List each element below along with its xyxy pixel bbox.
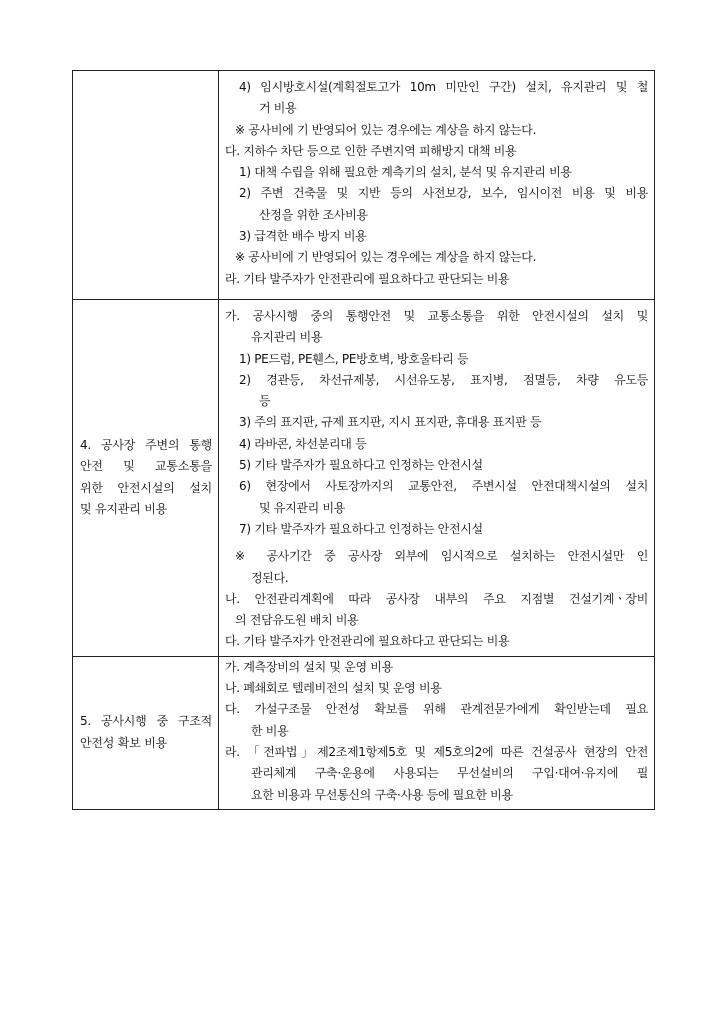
item-line: 의 전담유도원 배치 비용 [235,613,359,628]
items-cell [219,300,655,657]
item-line: 다. 지하수 차단 등으로 인한 주변지역 피해방지 대책 비용 [225,143,517,158]
items-cell [219,71,655,300]
note-line: ※ 공사기간 중 공사장 외부에 임시적으로 설치하는 안전시설만 인 [235,549,648,564]
item-line: 6) 현장에서 사토장까지의 교통안전, 주변시설 안전대책시설의 설치 [239,479,648,494]
category-line: 및 유지관리 비용 [80,502,167,517]
note-line: ※ 공사비에 기 반영되어 있는 경우에는 계상을 하지 않는다. [235,122,537,137]
category-cell [73,71,219,300]
category-line: 안전성 확보 비용 [80,735,167,750]
category-line: 안전 및 교통소통을 [80,459,212,474]
item-line: 한 비용 [251,723,289,738]
item-line: 2) 주변 건축물 및 지반 등의 사전보강, 보수, 임시이전 비용 및 비용 [239,186,648,201]
table-row [73,300,655,657]
item-line: 4) 라바콘, 차선분리대 등 [239,436,367,451]
item-line: 라. 기타 발주자가 안전관리에 필요하다고 판단되는 비용 [225,271,510,286]
category-line: 위한 안전시설의 설치 [80,480,212,495]
item-line: 관리체계 구축·운용에 사용되는 무선설비의 구입·대여·유지에 필 [251,766,648,781]
items-cell [219,656,655,809]
item-line: 가. 계측장비의 설치 및 운영 비용 [225,659,393,674]
item-line: 등 [259,394,271,409]
item-line: 5) 기타 발주자가 필요하다고 인정하는 안전시설 [239,458,483,473]
item-line: 2) 경관등, 차선규제봉, 시선유도봉, 표지병, 점멸등, 차량 유도등 [239,372,648,387]
category-cell [73,300,219,657]
item-line: 거 비용 [259,101,297,116]
cost-table [72,70,655,810]
item-line: 가. 공사시행 중의 통행안전 및 교통소통을 위한 안전시설의 설치 및 [225,309,648,323]
item-line: 나. 안전관리계획에 따라 공사장 내부의 주요 지점별 건설기계ㆍ장비 [225,591,648,606]
item-line: 다. 가설구조물 안전성 확보를 위해 관계전문가에게 확인받는데 필요 [225,702,648,717]
category-cell [73,656,219,809]
table-row [73,656,655,809]
item-line: 산정을 위한 조사비용 [259,207,368,222]
note-line: ※ 공사비에 기 반영되어 있는 경우에는 계상을 하지 않는다. [235,250,537,265]
item-line: 1) 대책 수립을 위해 필요한 계측기의 설치, 분석 및 유지관리 비용 [239,165,572,180]
item-line: 유지관리 비용 [251,330,323,345]
note-line: 정된다. [251,570,289,585]
category-line: 5. 공사시행 중 구조적 [80,714,212,729]
item-line: 나. 폐쇄회로 텔레비전의 설치 및 운영 비용 [225,681,442,696]
item-line: 요한 비용과 무선통신의 구축·사용 등에 필요한 비용 [251,787,513,802]
item-line: 3) 주의 표지판, 규제 표지판, 지시 표지판, 휴대용 표지판 등 [239,415,542,430]
item-line: 및 유지관리 비용 [259,500,346,515]
item-line: 7) 기타 발주자가 필요하다고 인정하는 안전시설 [239,521,483,536]
table-row [73,71,655,300]
item-line: 3) 급격한 배수 방지 비용 [239,229,367,244]
item-line: 1) PE드럼, PE휀스, PE방호벽, 방호울타리 등 [239,351,469,366]
item-line: 4) 임시방호시설(계획절토고가 10m 미만인 구간) 설치, 유지관리 및 철 [239,80,648,94]
item-line: 라. 「전파법」제2조제1항제5호 및 제5호의2에 따른 건설공사 현장의 안전 [225,744,648,759]
category-line: 4. 공사장 주변의 통행 [80,437,212,452]
item-line: 다. 기타 발주자가 안전관리에 필요하다고 판단되는 비용 [225,634,510,649]
